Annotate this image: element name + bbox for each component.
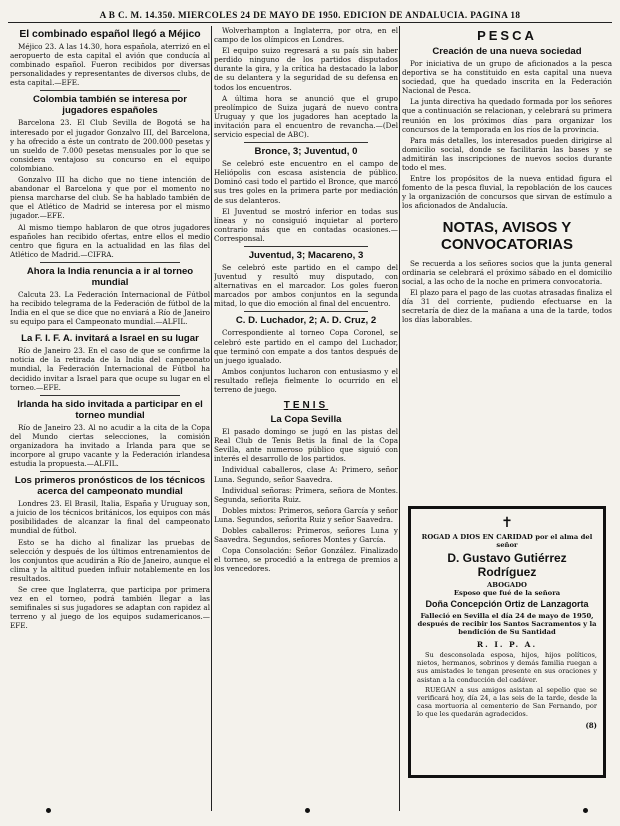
article-paragraph: El pasado domingo se jugó en las pistas del Real Club de Tenis Betis la final de la Copa Sevilla, ante numeroso público que siguió con interés el desarrollo de los partidos. xyxy=(214,427,398,464)
article-paragraph: Individual caballeros, clase A: Primero, señor Luna. Segundo, señor Saavedra. xyxy=(214,465,398,484)
obituary-rip: R. I. P. A. xyxy=(476,640,538,649)
article-paragraph: Al mismo tiempo hablaron de que otros jugadores españoles han recibido ofertas, entre ellos el medio centro que figura en la actualidad en las filas del Atlético de Madrid.—CIFRA. xyxy=(10,222,210,259)
obituary-notice xyxy=(408,506,606,778)
obituary-spouse-name: Doña Concepción Ortiz de Lanzagorta xyxy=(425,599,589,609)
article-paragraph: Ambos conjuntos lucharon con entusiasmo y el resultado refleja fielmente lo ocurrido en el terreno de juego. xyxy=(214,366,398,394)
column-divider-2 xyxy=(399,26,400,811)
article-paragraph: Para más detalles, los interesados pueden dirigirse al domicilio social, donde se facilitarán las bases y se admitirán las inscripciones de nuevos socios durante todo el mes. xyxy=(402,135,612,173)
article-paragraph: A última hora se anunció que el grupo preolímpico de Suiza jugará de nuevo contra Uruguay y que los jugadores han aceptado la invitación para el encuentro de revancha.—(Del servicio especial de ABC). xyxy=(214,93,398,140)
article-paragraph: Dobles mixtos: Primeros, señora García y señor Luna. Segundos, señorita Ruiz y señor Saavedra. xyxy=(214,505,398,524)
article-paragraph: El equipo suizo regresará a su país sin haber perdido ninguno de los partidos disputados durante la gira, y la crítica ha destacado la labor de su delantera y la seguridad de su defensa en todos los encuentros. xyxy=(214,46,398,92)
section-heading-pesca: PESCA xyxy=(477,28,537,43)
article-headline: Ahora la India renuncia a ir al torneo mundial xyxy=(26,265,194,288)
article-headline: Creación de una nueva sociedad xyxy=(432,46,582,57)
column-3 xyxy=(402,26,612,811)
newspaper-page xyxy=(8,8,612,818)
column-divider-1 xyxy=(211,26,212,811)
obituary-deceased-name: D. Gustavo Gutiérrez Rodríguez xyxy=(447,551,567,579)
article-paragraph: El plazo para el pago de las cuotas atrasadas finaliza el día 31 del corriente, pudiendo efectuarse en la secretaría de diez de la mañana a una de la tarde, todos los días laborables. xyxy=(402,287,612,325)
masthead-rule xyxy=(8,22,612,23)
obituary-husband-of: Esposo que fué de la señora xyxy=(453,589,561,597)
article-paragraph: Copa Consolación: Señor González. Finalizado el torneo, se procedió a la entrega de premios a los vencedores. xyxy=(214,546,398,574)
article-divider xyxy=(40,395,180,396)
obituary-footnote: (8) xyxy=(585,720,597,730)
article-paragraph: Esto se ha dicho al finalizar las pruebas de selección y después de los últimos entrenamientos de los conjuntos que acudirán a Río de Janeiro, aunque el clima y la altitud pueden influir notablemente en los resultados. xyxy=(10,537,210,583)
article-headline: Juventud, 3; Macareno, 3 xyxy=(248,249,364,261)
article-divider xyxy=(244,142,368,143)
article-headline: Bronce, 3; Juventud, 0 xyxy=(254,146,358,158)
article-paragraph: Dobles caballeros: Primeros, señores Luna y Saavedra. Segundos, señores Montes y García. xyxy=(214,526,398,545)
column-2 xyxy=(214,26,398,811)
article-paragraph: Se celebró este encuentro en el campo de Heliópolis con escasa asistencia de público. Dominó casi todo el partido el Bronce, que marcó sus tres goles en la primera parte por mediación de sus delanteros. xyxy=(214,159,398,205)
obituary-death-notice: Falleció en Sevilla el día 24 de mayo de 1950, después de recibir los Santos Sacramentos y la bendición de Su Santidad xyxy=(417,612,597,636)
article-paragraph: Río de Janeiro 23. Al no acudir a la cita de la Copa del Mundo ciertas selecciones, la comisión organizadora ha invitado a Irlanda para que se incorpore al grupo vacante y la Federación irlandesa estudia la propuesta.—ALFIL. xyxy=(10,422,210,469)
article-paragraph: Río de Janeiro 23. En el caso de que se confirme la noticia de la retirada de la India del campeonato mundial, la Federación Internacional de Fútbol ha decidido invitar a Israel para que ocupe su lugar en el torneo.—EFE. xyxy=(10,346,210,392)
article-paragraph: Wolverhampton a Inglaterra, por otra, en el campo de los olímpicos en Londres. xyxy=(214,26,398,45)
article-paragraph: Calcuta 23. La Federación Internacional de Fútbol ha recibido telegrama de la Federación de fútbol de la India en el que se dice que no enviará a Río de Janeiro su equipo para el Campeonato mundial.—ALFIL. xyxy=(10,289,210,327)
article-headline: La F. I. F. A. invitará a Israel en su lugar xyxy=(21,333,199,345)
page-masthead: A B C. M. 14.350. MIERCOLES 24 DE MAYO DE 1950. EDICION DE ANDALUCIA. PAGINA 18 xyxy=(99,10,521,20)
section-heading-notas: NOTAS, AVISOS Y CONVOCATORIAS xyxy=(441,218,573,253)
article-paragraph: Por iniciativa de un grupo de aficionados a la pesca deportiva se ha constituido en esta capital una nueva sociedad, que ha quedado inscrita en la Federación Nacional de Pesca. xyxy=(402,59,612,96)
obituary-burial: RUEGAN a sus amigos asistan al sepelio que se verificará hoy, día 24, a las seis de la tarde, desde la casa mortuoria al cementerio de San Fernando, por lo que les quedarán agradecidos. xyxy=(417,685,597,719)
section-heading-tenis: TENIS xyxy=(283,400,329,412)
article-paragraph: Barcelona 23. El Club Sevilla de Bogotá se ha interesado por el jugador Gonzalvo III, del Barcelona, y ha ofrecido a éste un contrato de 200.000 pesetas y un sueldo de 7.000 pesetas mensuales por lo que se considera ventajoso su concurso en el equipo colombiano. xyxy=(10,118,210,173)
article-divider xyxy=(40,262,180,263)
article-paragraph: Se celebró este partido en el campo del Juventud y resultó muy disputado, con alternativas en el marcador. Los goles fueron marcados por ambos conjuntos en la segunda mitad, lo que dio emoción al final del encuentro. xyxy=(214,262,398,309)
article-paragraph: La junta directiva ha quedado formada por los señores que a continuación se relacionan, y celebrará su primera reunión en los próximos días para organizar los concursos de la temporada en los ríos de la provincia. xyxy=(402,97,612,134)
article-paragraph: Correspondiente al torneo Copa Coronel, se celebró este partido en el campo del Luchador, que terminó con empate a dos tantos después de un juego igualado. xyxy=(214,328,398,365)
obituary-family: Su desconsolada esposa, hijos, hijos políticos, nietos, hermanos, sobrinos y demás familia ruegan a sus amistades le tengan presente en sus oraciones y asistan a la conducción del cadáver. xyxy=(417,651,597,684)
article-paragraph: Se recuerda a los señores socios que la junta general ordinaria se celebrará el próximo sábado en el domicilio social, a las ocho de la noche en primera convocatoria. xyxy=(402,258,612,286)
printer-mark-icon xyxy=(305,808,310,813)
article-headline: Los primeros pronósticos de los técnicos acerca del campeonato mundial xyxy=(14,475,206,498)
article-divider xyxy=(40,329,180,330)
article-divider xyxy=(244,246,368,247)
column-1 xyxy=(10,26,210,811)
article-paragraph: Gonzalvo III ha dicho que no tiene intención de abandonar el Barcelona y que por el momento no piensa marcharse del club. Se ha hablado también de que el Atlético de Madrid se interesa por el mismo jugador.—EFE. xyxy=(10,175,210,221)
obituary-title: ABOGADO xyxy=(487,581,527,589)
obituary-prayer: ROGAD A DIOS EN CARIDAD por el alma del señor xyxy=(421,533,593,549)
article-headline: C. D. Luchador, 2; A. D. Cruz, 2 xyxy=(235,315,377,327)
article-paragraph: Londres 23. El Brasil, Italia, España y Uruguay son, a juicio de los técnicos británicos, los equipos con más posibilidades de alcanzar la final del campeonato mundial de fútbol. xyxy=(10,499,210,536)
printer-mark-icon xyxy=(583,808,588,813)
printer-mark-icon xyxy=(46,808,51,813)
article-divider xyxy=(40,471,180,472)
article-headline: La Copa Sevilla xyxy=(270,414,342,426)
article-headline: El combinado español llegó a Méjico xyxy=(19,29,201,40)
article-paragraph: Entre los propósitos de la nueva entidad figura el fomento de la pesca fluvial, la repoblación de los cauces y la organización de concursos que sirvan de estímulo a los aficionados de Andalucía. xyxy=(402,174,612,211)
cross-icon: ✝ xyxy=(501,515,513,531)
article-paragraph: Se cree que Inglaterra, que participa por primera vez en el torneo, podrá también llegar a las semifinales si sus jugadores se adaptan con rapidez al terreno y al juego de los equipos sudamericanos.—EFE. xyxy=(10,585,210,631)
article-paragraph: Individual señoras: Primera, señora de Montes. Segunda, señorita Ruiz. xyxy=(214,485,398,504)
article-divider xyxy=(40,90,180,91)
article-headline: Irlanda ha sido invitada a participar en el torneo mundial xyxy=(17,398,203,421)
article-paragraph: Méjico 23. A las 14.30, hora española, aterrizó en el aeropuerto de esta capital el avión que conducía al combinado español. Fueron recibidos por diversas personalidades y representantes de diversos clubs, de esta capital.—EFE. xyxy=(10,42,210,88)
article-divider xyxy=(244,311,368,312)
article-paragraph: El Juventud se mostró inferior en todas sus líneas y no consiguió inquietar al portero contrario más que en contadas ocasiones.—Corresponsal. xyxy=(214,206,398,243)
article-headline: Colombia también se interesa por jugadores españoles xyxy=(32,94,188,117)
